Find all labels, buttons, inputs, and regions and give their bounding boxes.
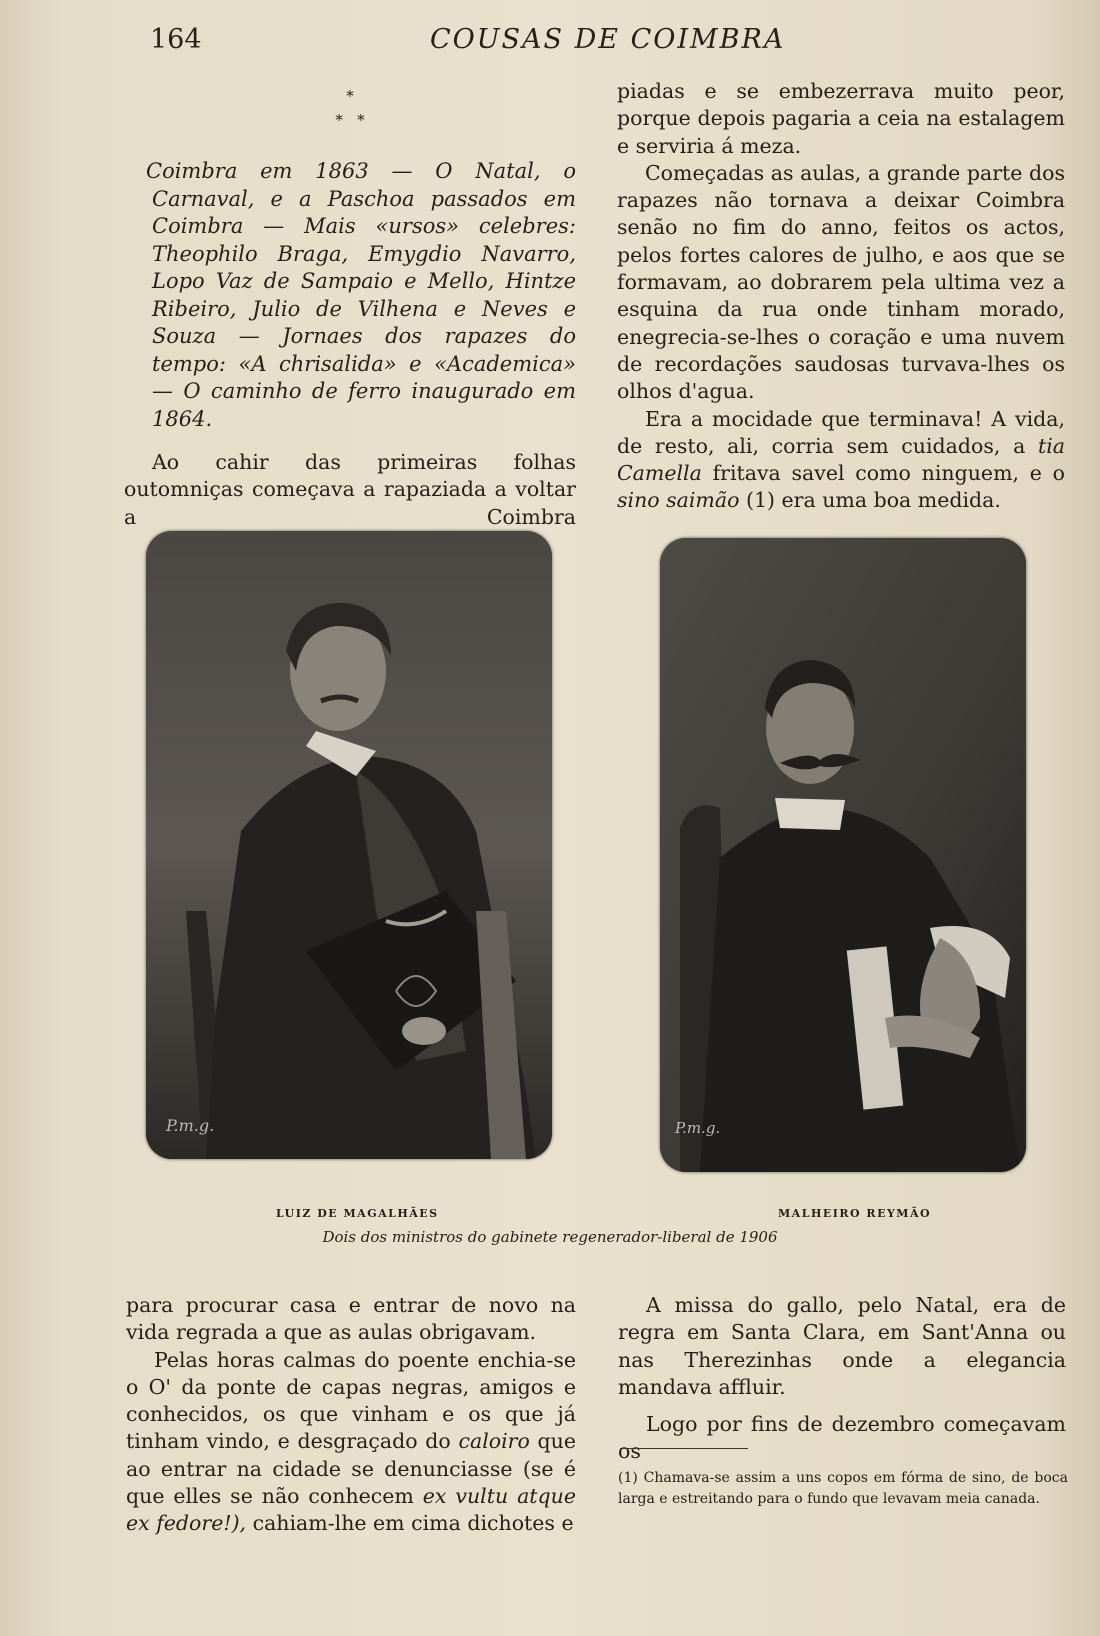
svg-text:P.m.g.: P.m.g. — [675, 1119, 721, 1137]
paragraph-right-bottom-2: Logo por fins de dezembro começavam os — [618, 1412, 1066, 1464]
caloiro-text: caloiro — [458, 1429, 530, 1454]
paragraph-left-bottom-2-c: cahiam-lhe em cima dichotes e — [246, 1511, 574, 1536]
paragraph-right-3-c: (1) era uma boa medida. — [739, 488, 1001, 513]
paragraph-right-3-b: fritava savel como ninguem, e o — [701, 461, 1065, 486]
paragraph-right-1: piadas e se embezerrava muito peor, porque depois pagaria a ceia na estalagem e serviria á meza. — [617, 79, 1065, 158]
footnote-rule — [620, 1448, 748, 1449]
footnote: (1) Chamava-se assim a uns copos em fórma de sino, de boca larga e estreitando para o fundo que levavam meia canada. — [618, 1470, 1068, 1507]
photo-caption: Dois dos ministros do gabinete regenerador-liberal de 1906 — [322, 1228, 778, 1246]
latin-phrase-text: ex vultu atque ex fedore!), — [126, 1484, 576, 1536]
right-column-top — [617, 78, 1065, 515]
paragraph-left-bottom-2 — [126, 1347, 576, 1538]
paragraph-right-2: Começadas as aulas, a grande parte dos rapazes não tornava a deixar Coimbra senão no fim do anno, feitos os actos, pelos fortes calores de julho, e aos que se formavam, ao dobrarem pela ultima vez a esquina da rua onde tinham morado, enegrecia-se-lhes o coração e uma nuvem de recordações saudosas turvava-lhes os olhos d'agua. — [617, 160, 1065, 404]
portrait-left-illustration — [146, 531, 552, 1159]
paragraph-left-bottom-2-a: Pelas horas calmas do poente enchia-se o O' da ponte de capas negras, amigos e conhecidos, os que vinham e os que já tinham vindo, e desgraçado do — [126, 1347, 576, 1454]
portrait-photo-left — [146, 531, 552, 1159]
portrait-photo-right — [660, 538, 1026, 1172]
paragraph-left-bottom-1: para procurar casa e entrar de novo na vida regrada a que as aulas obrigavam. — [126, 1293, 576, 1345]
paragraph-left-bottom-2-b: que ao entrar na cidade se denunciasse (se é que elles se não conhecem — [126, 1429, 576, 1509]
paragraph-right-3 — [617, 406, 1065, 515]
photo-name-left: LUIZ DE MAGALHÃES — [276, 1207, 439, 1220]
section-mark-bottom: * * — [335, 111, 365, 129]
tia-camella-text: tia Camella — [617, 433, 1065, 486]
chapter-summary: Coimbra em 1863 — O Natal, o Carnaval, e a Paschoa passados em Coimbra — Mais «ursos» celebres: Theophilo Braga, Emygdio Navarro, Lopo Vaz de Sampaio e Mello, Hintze Ribeiro, Julio de Vilhena e Neves e Souza — Jornaes dos rapazes do tempo: «A chrisalida» e «Academica» — O caminho de ferro inaugurado em 1864. — [146, 159, 576, 431]
portrait-right-illustration — [660, 538, 1026, 1172]
section-mark-top: * — [346, 87, 354, 105]
sino-saimao-text: sino saimão — [617, 488, 740, 513]
svg-text:P.m.g.: P.m.g. — [166, 1116, 215, 1135]
right-column-bottom — [618, 1292, 1066, 1466]
paragraph-right-bottom-1: A missa do gallo, pelo Natal, era de regra em Santa Clara, em Sant'Anna ou nas Therezinhas onde a elegancia mandava affluir. — [618, 1293, 1066, 1399]
photo-name-right: MALHEIRO REYMÃO — [778, 1207, 932, 1220]
paragraph-left-top: Ao cahir das primeiras folhas outomniças começava a rapaziada a voltar a Coimbra — [124, 450, 576, 529]
page-number: 164 — [150, 24, 202, 55]
paragraph-right-3-a: Era a mocidade que terminava! A vida, de resto, ali, corria sem cuidados, a — [617, 406, 1065, 458]
left-column-top — [124, 158, 576, 531]
section-mark — [320, 84, 380, 132]
left-column-bottom — [126, 1292, 576, 1538]
running-title: COUSAS DE COIMBRA — [430, 24, 786, 55]
